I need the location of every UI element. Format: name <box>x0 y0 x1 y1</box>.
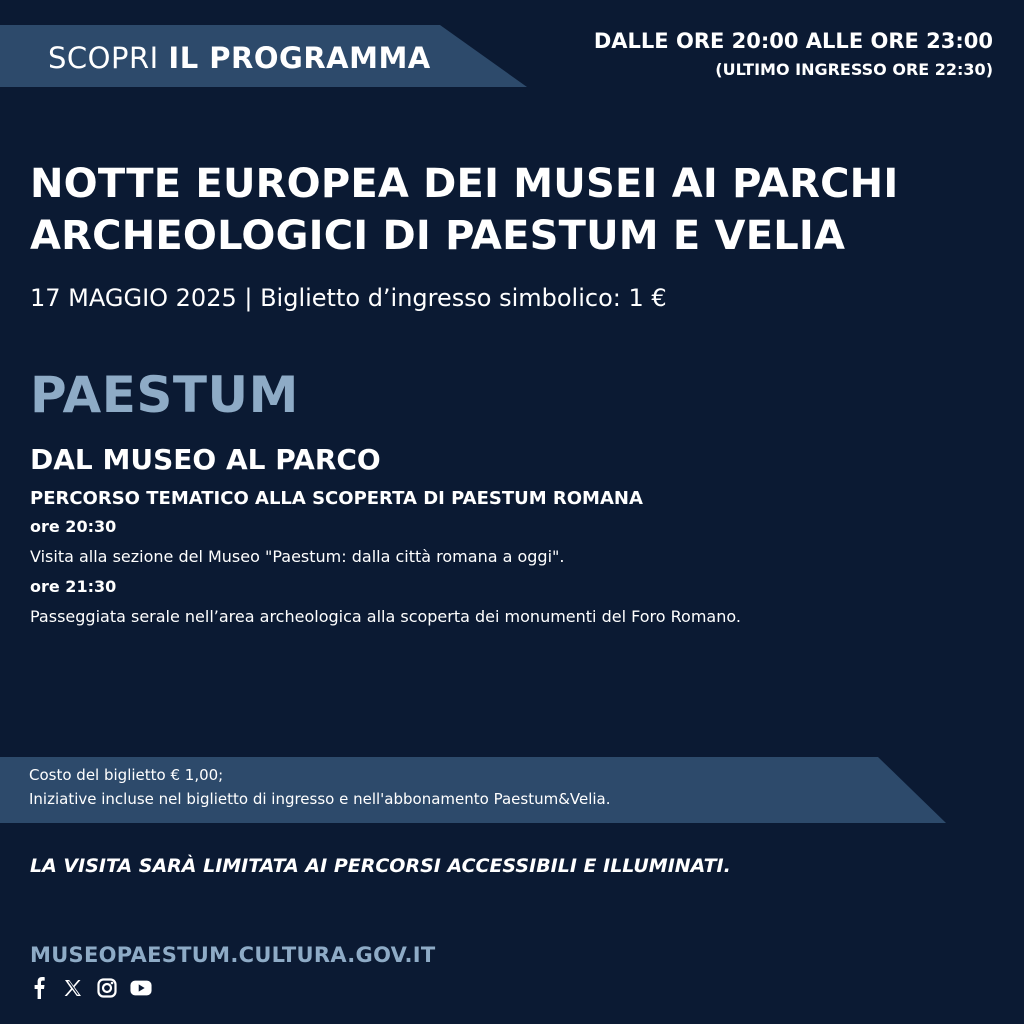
social-links <box>28 976 152 1000</box>
instagram-icon[interactable] <box>96 976 118 1000</box>
program-banner-bold: IL PROGRAMMA <box>168 41 431 75</box>
date-and-ticket-line: 17 MAGGIO 2025 | Biglietto d’ingresso simbolico: 1 € <box>30 284 667 312</box>
opening-hours <box>594 26 993 82</box>
event-schedule <box>30 512 1000 632</box>
last-entry-note: (ULTIMO INGRESSO ORE 22:30) <box>715 60 993 79</box>
schedule-time: ore 21:30 <box>30 577 117 596</box>
event-subtitle: PERCORSO TEMATICO ALLA SCOPERTA DI PAESTUM ROMANA <box>30 488 643 509</box>
ticket-info-text <box>29 763 611 811</box>
facebook-icon[interactable] <box>28 976 50 1000</box>
event-title: DAL MUSEO AL PARCO <box>30 443 381 476</box>
ticket-cost: Costo del biglietto € 1,00; <box>29 766 224 784</box>
program-banner-light: SCOPRI <box>48 41 159 75</box>
x-icon[interactable] <box>62 976 84 1000</box>
opening-hours-main: DALLE ORE 20:00 ALLE ORE 23:00 <box>593 29 993 53</box>
page-title-line-1: NOTTE EUROPEA DEI MUSEI AI PARCHI <box>30 161 899 207</box>
page-title-line-2: ARCHEOLOGICI DI PAESTUM E VELIA <box>30 213 846 259</box>
youtube-icon[interactable] <box>130 976 152 1000</box>
page-title <box>30 158 1010 262</box>
schedule-description: Passeggiata serale nell’area archeologica alla scoperta dei monumenti del Foro Romano. <box>30 607 741 626</box>
schedule-time: ore 20:30 <box>30 517 117 536</box>
schedule-description: Visita alla sezione del Museo "Paestum: dalla città romana a oggi". <box>30 547 565 566</box>
accessibility-notice: LA VISITA SARÀ LIMITATA AI PERCORSI ACCESSIBILI E ILLUMINATI. <box>30 855 731 877</box>
program-banner-text <box>48 40 431 76</box>
ticket-inclusions: Iniziative incluse nel biglietto di ingresso e nell'abbonamento Paestum&Velia. <box>29 790 611 808</box>
section-title: PAESTUM <box>30 366 299 424</box>
website-link[interactable]: MUSEOPAESTUM.CULTURA.GOV.IT <box>30 943 436 967</box>
